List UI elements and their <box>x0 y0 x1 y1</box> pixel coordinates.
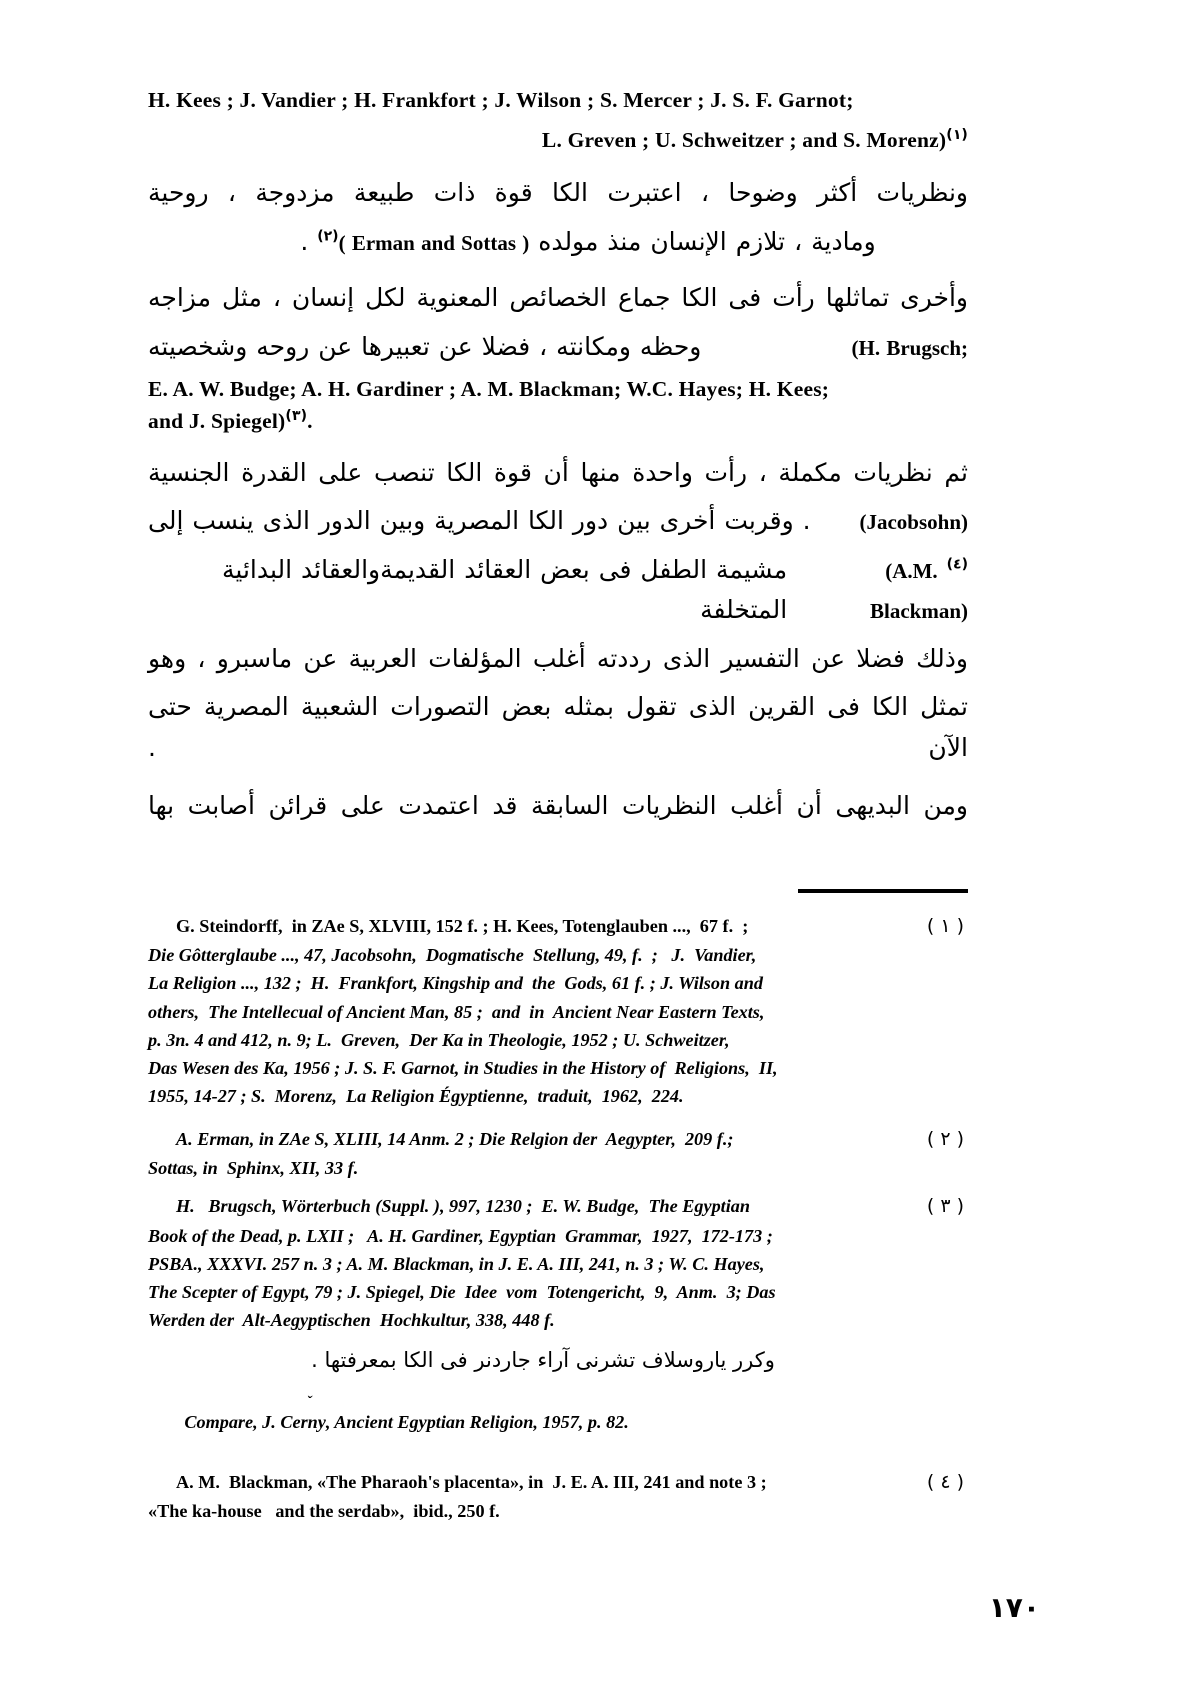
top-citation-line-2-text: L. Greven ; U. Schweitzer ; and S. Morenz) <box>541 127 947 152</box>
footnote-3-line-4: The Scepter of Egypt, 79 ; J. Spiegel, Die Idee vom Totengericht, 9, Anm. 3; Das <box>148 1282 776 1303</box>
footnote-3-arabic-line: وكرر ياروسلاف تشرنى آراء جاردنر فى الكا بمعرفتها . <box>311 1348 775 1373</box>
footnote-1 <box>148 912 968 1110</box>
cerny-name-with-caron <box>292 1393 326 1436</box>
footnote-4-line-2: «The ka-house and the serdab», ibid., 250 f. <box>148 1501 500 1522</box>
page-body <box>148 86 968 843</box>
footnote-1-marker: ( ١ ) <box>926 915 964 937</box>
footnote-3-line-5: Werden der Alt-Aegyptischen Hochkultur, 338, 448 f. <box>148 1310 555 1331</box>
paragraph-2-latin-brugsch: (H. Brugsch; <box>851 335 968 360</box>
top-citation-line-2 <box>148 126 968 156</box>
footnote-3-line-1 <box>148 1192 968 1221</box>
footnote-4-marker: ( ٤ ) <box>926 1470 964 1493</box>
paragraph-3 <box>148 453 968 769</box>
paragraph-2-line-1: وأخرى تماثلها رأت فى الكا جماع الخصائص المعنوية لكل إنسان ، مثل مزاجه <box>148 283 968 313</box>
footnote-2-line-1 <box>148 1125 968 1154</box>
compare-prefix: Compare, J. C <box>184 1411 293 1432</box>
footnote-1-line-1-text: G. Steindorff, in ZAe S, XLVIII, 152 f. ; H. Kees, Totenglauben ..., 67 f. ; <box>176 916 749 936</box>
paragraph-2-latin-line-3: E. A. W. Budge; A. H. Gardiner ; A. M. Blackman; W.C. Hayes; H. Kees; <box>148 377 830 402</box>
footnote-3-marker: ( ٣ ) <box>926 1195 964 1218</box>
paragraph-3-latin-blackman-wrap <box>787 550 968 631</box>
paragraph-4-line-1: ومن البديهى أن أغلب النظريات السابقة قد اعتمدت على قرائن أصابت بها <box>148 791 968 821</box>
paragraph-3-line-2-arabic: . وقربت أخرى بين دور الكا المصرية وبين الدور الذى ينسب إلى <box>148 506 811 536</box>
footnote-separator-rule <box>798 889 968 893</box>
footnote-4-line-1 <box>148 1468 968 1497</box>
paragraph-3-line-2 <box>148 501 968 542</box>
paragraph-3-line-1: ثم نظريات مكملة ، رأت واحدة منها أن قوة الكا تنصب على القدرة الجنسية <box>148 457 968 487</box>
paragraph-3-line-5: تمثل الكا فى القرين الذى تقول بمثله بعض التصورات الشعبية المصرية حتى الآن . <box>148 692 968 762</box>
paragraph-1-line-2-arabic: ومادية ، تلازم الإنسان منذ مولده <box>538 226 876 256</box>
footnotes-block <box>148 912 968 1528</box>
footnote-3-line-1-text: H. Brugsch, Wörterbuch (Suppl. ), 997, 1230 ; E. W. Budge, The Egyptian <box>176 1196 750 1217</box>
footnote-marker-2: (٢) <box>317 228 339 245</box>
caron-diacritic: ˇ <box>306 1393 312 1410</box>
footnote-2 <box>148 1125 968 1182</box>
top-citation-line-1: H. Kees ; J. Vandier ; H. Frankfort ; J. Wilson ; S. Mercer ; J. S. F. Garnot; <box>148 88 854 112</box>
paragraph-2-latin-line-4 <box>148 407 968 437</box>
paragraph-2-line-4-end: . <box>307 409 313 434</box>
footnote-marker-1: (١) <box>946 126 968 143</box>
paragraph-2 <box>148 278 968 436</box>
paragraph-1-line-2-end: . <box>300 226 309 256</box>
footnote-1-line-3: La Religion ..., 132 ; H. Frankfort, Kingship and the Gods, 61 f. ; J. Wilson and <box>148 973 763 994</box>
paragraph-2-line-2-arabic: وحظه ومكانته ، فضلا عن تعبيرها عن روحه وشخصيته <box>148 331 702 361</box>
paragraph-1-line-1: ونظريات أكثر وضوحا ، اعتبرت الكا قوة ذات طبيعة مزدوجة ، روحية <box>148 178 968 208</box>
compare-suffix: , Ancient Egyptian Religion, 1957, p. 82. <box>325 1411 629 1432</box>
paragraph-3-latin-blackman: (A.M. Blackman) <box>869 558 968 624</box>
paragraph-3-line-4: وذلك فضلا عن التفسير الذى رددته أغلب المؤلفات العربية عن ماسبرو ، وهو <box>148 643 968 673</box>
paragraph-3-line-3-arabic: مشيمة الطفل فى بعض العقائد القديمةوالعقائد البدائية المتخلفة <box>222 554 788 625</box>
footnote-3-compare-line <box>148 1380 968 1464</box>
paragraph-2-line-2 <box>148 327 968 368</box>
footnote-marker-4: (٤) <box>946 556 968 573</box>
cerny-tail: erny <box>292 1411 326 1432</box>
footnote-3-line-2: Book of the Dead, p. LXII ; A. H. Gardiner, Egyptian Grammar, 1927, 172-173 ; <box>148 1225 773 1246</box>
footnote-4-line-1-text: A. M. Blackman, «The Pharaoh's placenta», in J. E. A. III, 241 and note 3 ; <box>176 1471 767 1492</box>
paragraph-3-latin-jacobsohn: (Jacobsohn) <box>859 510 968 535</box>
footnote-2-line-2: Sottas, in Sphinx, XII, 33 f. <box>148 1158 359 1179</box>
footnote-1-line-6: Das Wesen des Ka, 1956 ; J. S. F. Garnot, in Studies in the History of Religions, II, <box>148 1057 778 1078</box>
footnote-3 <box>148 1192 968 1464</box>
paragraph-1-line-2 <box>148 222 968 263</box>
footnote-2-line-1-text: A. Erman, in ZAe S, XLIII, 14 Anm. 2 ; Die Relgion der Aegypter, 209 f.; <box>176 1129 734 1149</box>
paragraph-2-spiegel: and J. Spiegel) <box>148 409 286 434</box>
paragraph-4 <box>148 786 968 827</box>
paragraph-1-latin-citation: ( Erman and Sottas ) <box>338 230 530 255</box>
footnote-4 <box>148 1468 968 1525</box>
paragraph-1 <box>148 173 968 262</box>
footnote-1-line-1 <box>148 912 968 941</box>
footnote-1-line-4: others, The Intellecual of Ancient Man, 85 ; and in Ancient Near Eastern Texts, <box>148 1001 765 1022</box>
top-citation-block <box>148 86 968 155</box>
page-number: ١٧٠ <box>988 1591 1040 1624</box>
footnote-1-line-2: Die Gôtterglaube ..., 47, Jacobsohn, Dogmatische Stellung, 49, f. ; J. Vandier, <box>148 945 757 966</box>
paragraph-3-line-3 <box>148 550 968 631</box>
footnote-marker-3: (٣) <box>285 408 308 425</box>
footnote-2-marker: ( ٢ ) <box>926 1128 964 1150</box>
footnote-3-line-3: PSBA., XXXVI. 257 n. 3 ; A. M. Blackman, in J. E. A. III, 241, n. 3 ; W. C. Hayes, <box>148 1253 765 1274</box>
footnote-1-line-5: p. 3n. 4 and 412, n. 9; L. Greven, Der Ka in Theologie, 1952 ; U. Schweitzer, <box>148 1029 730 1050</box>
footnote-1-line-7: 1955, 14-27 ; S. Morenz, La Religion Égyptienne, traduit, 1962, 224. <box>148 1085 684 1106</box>
footnote-separator-wrap <box>148 889 968 891</box>
